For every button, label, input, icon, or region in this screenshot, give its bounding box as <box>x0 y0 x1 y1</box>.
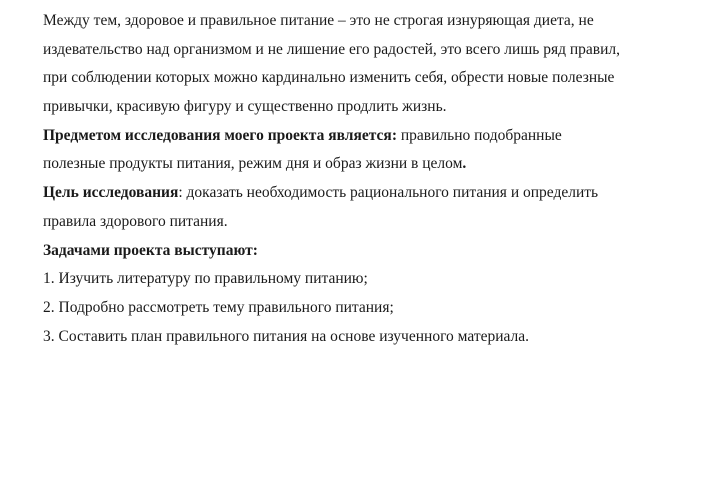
subject-text-1: правильно подобранные <box>396 126 562 144</box>
subject-text-2: полезные продукты питания, режим дня и образ жизни в целом <box>43 155 463 173</box>
subject-end-mark: . <box>462 155 467 173</box>
subject-line-1 <box>43 122 720 151</box>
subject-label: Предметом исследования моего проекта является: <box>43 126 397 144</box>
goal-text-1: : доказать необходимость рационального питания и определить <box>178 184 599 202</box>
goal-label: Цель исследования <box>43 184 179 202</box>
goal-line-1 <box>43 179 720 208</box>
intro-line-4: привычки, красивую фигуру и существенно продлить жизнь. <box>43 98 447 116</box>
task-item-2: 2. Подробно рассмотреть тему правильного питания; <box>43 298 394 316</box>
intro-line-1: Между тем, здоровое и правильное питание – это не строгая изнуряющая диета, не <box>43 12 594 29</box>
intro-line-2: издевательство над организмом и не лишение его радостей, это всего лишь ряд правил, <box>43 40 620 58</box>
goal-line-2: правила здорового питания. <box>43 212 228 230</box>
task-item-3: 3. Составить план правильного питания на основе изученного материала. <box>43 327 530 345</box>
subject-line-2 <box>43 150 720 179</box>
intro-line-3: при соблюдении которых можно кардинально изменить себя, обрести новые полезные <box>43 69 615 87</box>
tasks-heading: Задачами проекта выступают: <box>43 241 258 259</box>
task-item-1: 1. Изучить литературу по правильному питанию; <box>43 270 368 288</box>
